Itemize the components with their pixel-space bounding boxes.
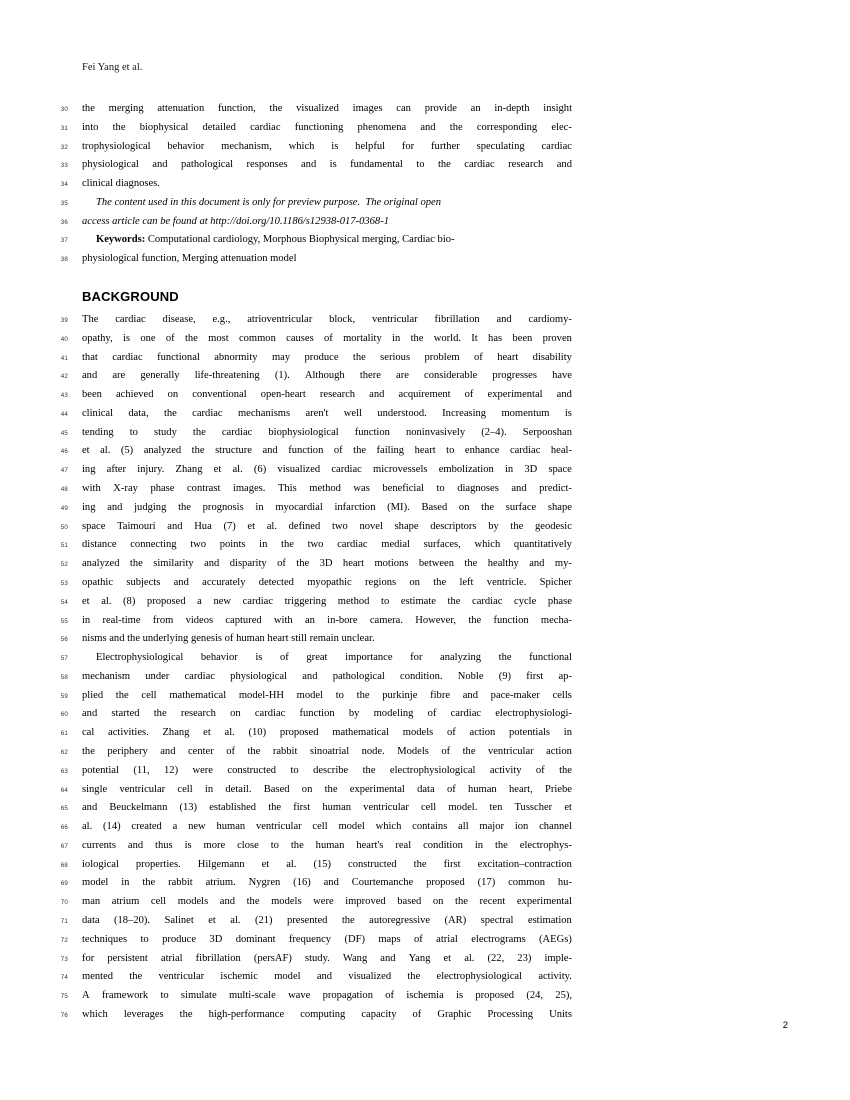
line-content: man atrium cell models and the models were improved based on the recent experimental	[82, 896, 572, 908]
line-content: for persistent atrial fibrillation (persAF) study. Wang and Yang et al. (22, 23) imple-	[82, 952, 572, 964]
line-number: 75	[60, 993, 68, 1001]
line-content: opathic subjects and accurately detected myopathic regions on the left ventricle. Spicher	[82, 576, 572, 588]
text-line	[0, 837, 850, 856]
line-content: which leverages the high-performance computing capacity of Graphic Processing Units	[82, 1008, 572, 1020]
text-line	[0, 499, 850, 518]
line-content: single ventricular cell in detail. Based on the experimental data of human heart, Priebe	[82, 783, 572, 795]
line-number: 40	[60, 335, 68, 343]
line-content: and started the research on cardiac function by modeling of cardiac electrophysiologi-	[82, 708, 572, 720]
line-number: 70	[60, 899, 68, 907]
text-line	[0, 574, 850, 593]
line-number: 31	[60, 124, 68, 132]
line-number: 35	[60, 199, 68, 207]
line-number: 49	[60, 504, 68, 512]
text-line	[0, 386, 850, 405]
text-line	[0, 818, 850, 837]
line-content: iological properties. Hilgemann et al. (15) constructed the first excitation–contraction	[82, 858, 572, 870]
text-line	[0, 931, 850, 950]
line-number: 39	[60, 317, 68, 325]
line-number: 56	[60, 636, 68, 644]
text-line	[0, 687, 850, 706]
line-number: 42	[60, 373, 68, 381]
line-number: 32	[60, 143, 68, 151]
text-line	[0, 330, 850, 349]
text-line	[0, 156, 850, 175]
line-number: 33	[60, 162, 68, 170]
line-content: data (18–20). Salinet et al. (21) presented the autoregressive (AR) spectral estimation	[82, 914, 572, 926]
line-content: in real-time from videos captured with an in-bore camera. However, the function mecha-	[82, 614, 572, 626]
line-number: 48	[60, 486, 68, 494]
line-content: distance connecting two points in the two cardiac medial surfaces, which quantitatively	[82, 539, 572, 551]
text-line	[0, 781, 850, 800]
line-content: currents and thus is more close to the human heart's real condition in the electrophys-	[82, 839, 572, 851]
text-line	[0, 968, 850, 987]
text-line	[0, 311, 850, 330]
line-number: 59	[60, 692, 68, 700]
text-line	[0, 442, 850, 461]
line-content: The content used in this document is only for preview purpose. The original open	[96, 196, 441, 208]
line-content: space Taimouri and Hua (7) et al. defined two novel shape descriptors by the geodesic	[82, 520, 572, 532]
line-number: 64	[60, 786, 68, 794]
line-content: the periphery and center of the rabbit sinoatrial node. Models of the ventricular action	[82, 745, 572, 757]
line-content: et al. (8) proposed a new cardiac triggering method to estimate the cardiac cycle phase	[82, 595, 572, 607]
line-content: the merging attenuation function, the visualized images can provide an in-depth insight	[82, 103, 572, 114]
line-number: 30	[60, 106, 68, 113]
text-line	[0, 367, 850, 386]
line-number: 55	[60, 617, 68, 625]
line-number: 52	[60, 561, 68, 569]
text-line	[0, 175, 850, 194]
text-line	[0, 213, 850, 232]
line-content: techniques to produce 3D dominant frequency (DF) maps of atrial electrograms (AEGs)	[82, 933, 572, 945]
line-number: 41	[60, 354, 68, 362]
line-number: 72	[60, 936, 68, 944]
line-content: mented the ventricular ischemic model and visualized the electrophysiological activity.	[82, 971, 572, 983]
text-line	[0, 480, 850, 499]
line-number: 43	[60, 392, 68, 400]
line-content: access article can be found at http://doi.org/10.1186/s12938-017-0368-1	[82, 215, 389, 227]
line-number: 60	[60, 711, 68, 719]
line-number: 69	[60, 880, 68, 888]
text-line	[0, 100, 850, 119]
line-number: 68	[60, 861, 68, 869]
text-line	[0, 138, 850, 157]
page-number: 2	[782, 1020, 788, 1031]
line-number: 53	[60, 579, 68, 587]
text-line	[0, 231, 850, 250]
line-content: with X-ray phase contrast images. This method was beneficial to diagnoses and predict-	[82, 483, 572, 495]
line-content: physiological and pathological responses and is fundamental to the cardiac research and	[82, 159, 572, 171]
line-number: 62	[60, 748, 68, 756]
line-content: Keywords: Computational cardiology, Morphous Biophysical merging, Cardiac bio-	[96, 234, 455, 246]
running-header: Fei Yang et al.	[82, 62, 143, 73]
line-number: 50	[60, 523, 68, 531]
line-number: 38	[60, 256, 68, 264]
line-number: 66	[60, 824, 68, 832]
text-line	[0, 668, 850, 687]
line-content: cal activities. Zhang et al. (10) proposed mathematical models of action potentials in	[82, 727, 572, 739]
section-heading-background: BACKGROUND	[82, 289, 179, 305]
line-number: 57	[60, 655, 68, 663]
text-line	[0, 349, 850, 368]
line-number: 46	[60, 448, 68, 456]
line-content: Electrophysiological behavior is of great importance for analyzing the functional	[96, 652, 572, 664]
text-line	[0, 593, 850, 612]
text-line	[0, 893, 850, 912]
text-line	[0, 250, 850, 269]
text-line	[0, 874, 850, 893]
line-content: A framework to simulate multi-scale wave propagation of ischemia is proposed (24, 25),	[82, 990, 572, 1002]
line-number: 34	[60, 181, 68, 189]
text-line	[0, 536, 850, 555]
line-content: that cardiac functional abnormity may produce the serious problem of heart disability	[82, 351, 572, 363]
line-content: ing and judging the prognosis in myocardial infarction (MI). Based on the surface shape	[82, 501, 572, 513]
line-content: been achieved on conventional open-heart research and acquirement of experimental and	[82, 389, 572, 401]
keywords-label: Keywords:	[96, 234, 146, 246]
text-line	[0, 119, 850, 138]
text-line	[0, 950, 850, 969]
line-number: 47	[60, 467, 68, 475]
line-content: and are generally life-threatening (1). Although there are considerable progresses have	[82, 370, 572, 382]
line-content: trophysiological behavior mechanism, which is helpful for further speculating cardiac	[82, 140, 572, 152]
text-line	[0, 612, 850, 631]
text-line	[0, 461, 850, 480]
line-number: 51	[60, 542, 68, 550]
line-content: clinical diagnoses.	[82, 178, 160, 190]
text-line	[0, 856, 850, 875]
line-number: 37	[60, 237, 68, 245]
line-content: potential (11, 12) were constructed to describe the electrophysiological activity of the	[82, 764, 572, 776]
line-number: 58	[60, 673, 68, 681]
text-line	[0, 630, 850, 649]
text-line	[0, 912, 850, 931]
text-line	[0, 1006, 850, 1025]
line-number: 45	[60, 429, 68, 437]
text-line	[0, 762, 850, 781]
text-line	[0, 799, 850, 818]
line-number: 71	[60, 917, 68, 925]
line-number: 63	[60, 767, 68, 775]
line-number: 44	[60, 410, 68, 418]
line-number: 73	[60, 955, 68, 963]
line-content: al. (14) created a new human ventricular cell model which contains all major ion channel	[82, 821, 572, 833]
line-number: 74	[60, 974, 68, 982]
line-content: tending to study the cardiac biophysiological function noninvasively (2–4). Serpooshan	[82, 426, 572, 438]
line-content: physiological function, Merging attenuation model	[82, 253, 297, 265]
line-content: analyzed the similarity and disparity of the 3D heart motions between the healthy and my-	[82, 558, 572, 570]
text-line	[0, 518, 850, 537]
text-line	[0, 724, 850, 743]
line-content: plied the cell mathematical model-HH model to the purkinje fibre and pace-maker cells	[82, 689, 572, 701]
line-number: 67	[60, 842, 68, 850]
line-number: 65	[60, 805, 68, 813]
text-line	[0, 194, 850, 213]
text-line	[0, 405, 850, 424]
text-line	[0, 705, 850, 724]
line-number: 61	[60, 730, 68, 738]
line-content: nisms and the underlying genesis of human heart still remain unclear.	[82, 633, 375, 645]
line-content: model in the rabbit atrium. Nygren (16) and Courtemanche proposed (17) common hu-	[82, 877, 572, 889]
text-line	[0, 743, 850, 762]
text-line	[0, 555, 850, 574]
line-number: 54	[60, 598, 68, 606]
line-content: and Beuckelmann (13) established the first human ventricular cell model. ten Tusscher et	[82, 802, 572, 814]
text-line	[0, 649, 850, 668]
text-line	[0, 987, 850, 1006]
line-content: mechanism under cardiac physiological and pathological condition. Noble (9) first ap-	[82, 670, 572, 682]
line-content: clinical data, the cardiac mechanisms aren't well understood. Increasing momentum is	[82, 407, 572, 419]
line-content: ing after injury. Zhang et al. (6) visualized cardiac microvessels embolization in 3D space	[82, 464, 572, 476]
line-content: The cardiac disease, e.g., atrioventricular block, ventricular fibrillation and cardiomy-	[82, 314, 572, 326]
line-number: 36	[60, 218, 68, 226]
text-line	[0, 424, 850, 443]
line-content: et al. (5) analyzed the structure and function of the failing heart to enhance cardiac heal-	[82, 445, 572, 457]
line-number: 76	[60, 1011, 68, 1019]
line-content: opathy, is one of the most common causes of mortality in the world. It has been proven	[82, 332, 572, 344]
line-content: into the biophysical detailed cardiac functioning phenomena and the corresponding elec-	[82, 121, 572, 133]
